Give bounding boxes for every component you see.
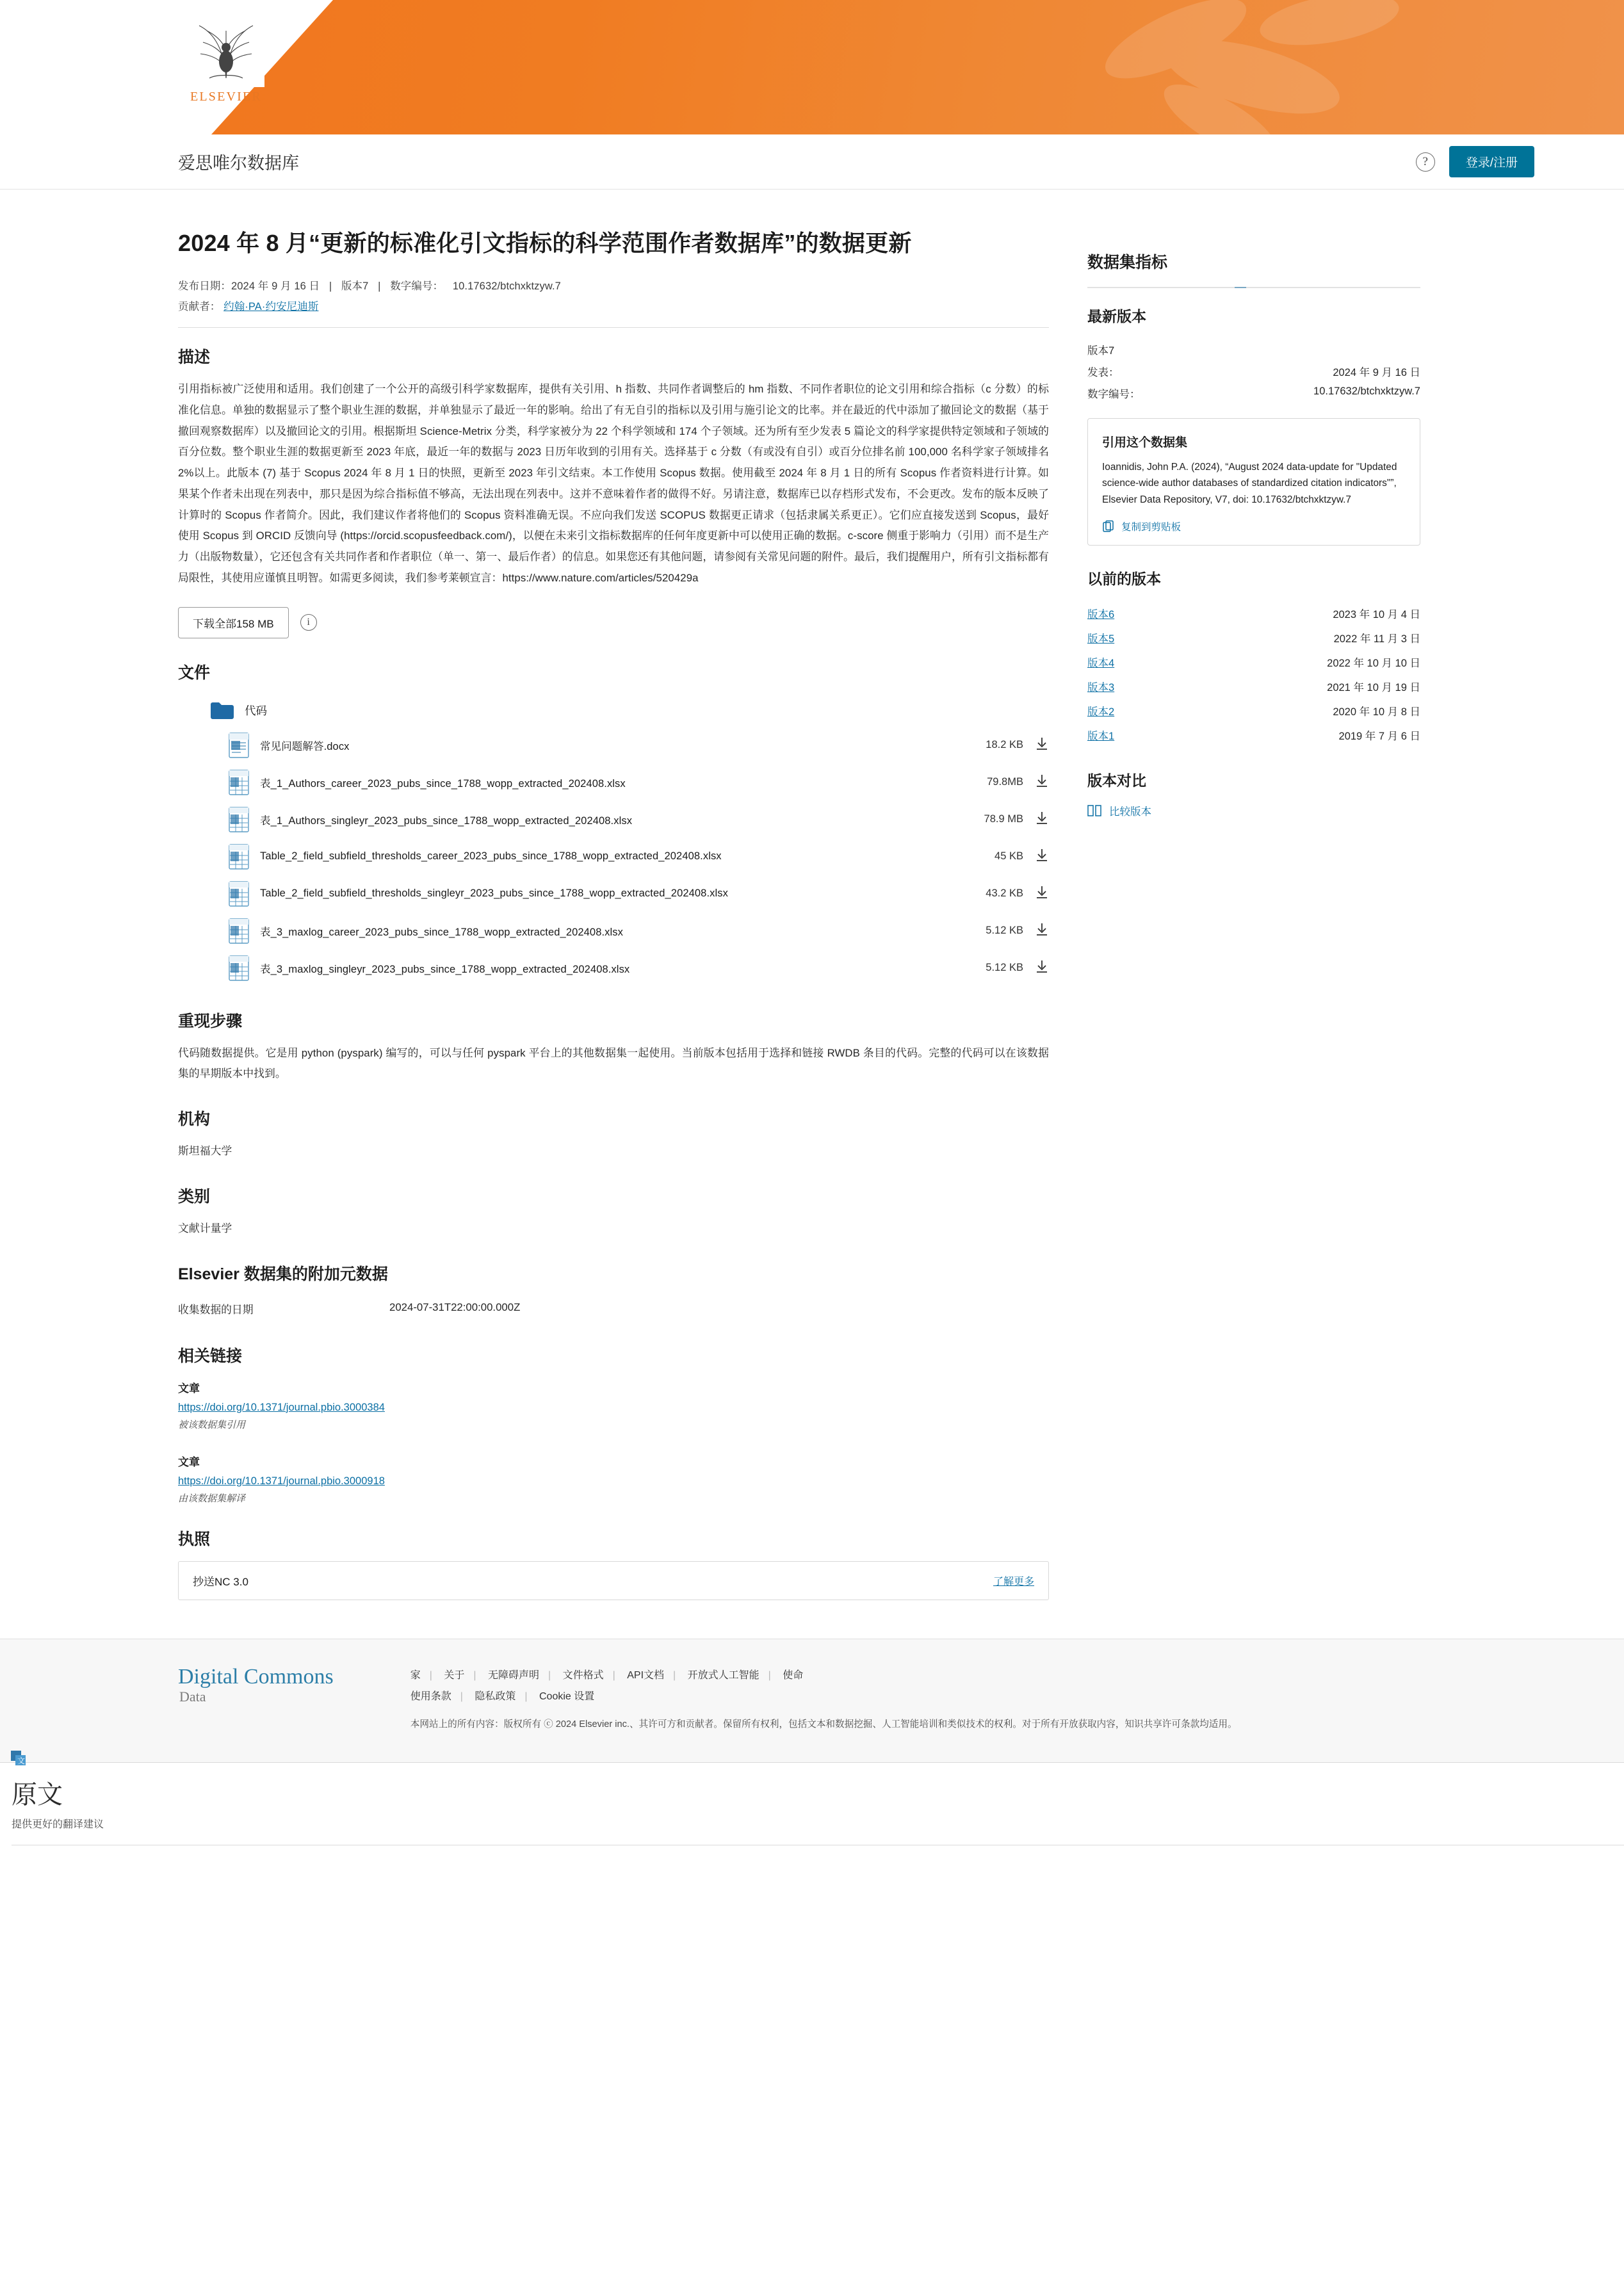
footer-link-privacy[interactable]: 隐私政策 [475,1691,516,1703]
list-item[interactable] [178,875,1049,912]
footer-logo-main: Digital Commons [178,1664,334,1689]
xls-file-icon [228,807,250,832]
page-title: 2024 年 8 月“更新的标准化引文指标的科学范围作者数据库”的数据更新 [178,230,912,256]
version-date: 2022 年 11 月 3 日 [1333,633,1420,645]
footer-logo [178,1665,334,1733]
footer-links-row-2: 使用条款 | 隐私政策 | Cookie 设置 [410,1691,595,1703]
translate-icon[interactable] [10,1750,27,1767]
footer-link-about[interactable]: 关于 [444,1669,465,1681]
license-box [178,1561,1049,1600]
license-name: 抄送NC 3.0 [193,1575,248,1588]
file-name: 表_3_maxlog_singleyr_2023_pubs_since_1788_wopp_extracted_202408.xlsx [260,963,630,975]
footer-links-area [410,1665,1237,1733]
footer-link-file-formats[interactable]: 文件格式 [562,1669,604,1681]
list-item[interactable] [178,912,1049,950]
footer-link-accessibility[interactable]: 无障碍声明 [487,1669,539,1681]
description-text: 引用指标被广泛使用和适用。我们创建了一个公开的高级引科学家数据库，提供有关引用、h 指数、共同作者调整后的 hm 指数、不同作者职位的论文引用和综合指标（c 分数）的标准化信息。单独的数据显示了整个职业生涯的数据，并单独显示了最近一年的影响。给出了有无自引的指标以及引用与施引论文的比率。并在最近的代中添加了撤回论文的数据（基于撤回观察数据库）以及撤回论文的引用。根据斯坦 Science-Metrix 分类，科学家被分为 22 个科学领域和 174 个子领域。还为所有至少发表 5 篇论文的科学家提供特定领域和子领域的百分位数。整个职业生涯的数据更新至 2023 年底，最近一年的数据与 2023 日历年收到的引用有关。选择基于 c 分数（有或没有自引）或百分位排名前 100,000 名科学家子领域排名2%以上。此版本 (7) 基于 Scopus 2024 年 8 月 1 日的快照，更新至 2023 年引文结束。本工作使用 Scopus 数据。使用截至 2024 年 8 月 1 日的所有 Scopus 作者资料进行计算。如果某个作者未出现在列表中，那只是因为综合指标值不够高，无法出现在列表中。这并不意味着作者的做得不好。另请注意，数据库已以存档形式发布，不会更改。发布的版本反映了计算时的 Scopus 作者简介。因此，我们建议作者将他们的 Scopus 资料准确无误。不应向我们发送 SCOPUS 数据更正请求（包括隶属关系更正）。它们应直接发送到 Scopus，最好使用 Scopus 到 ORCID 反馈向导 (https://orcid.scopusfeedback.com/)，以便在未来引文指标数据库的任何年度更新中可以使用正确的数据。c-score 侧重于影响力（引用）而不是生产力（出版物数量），它还包含有关共同作者和作者职位（单一、第一、最后作者）的信息。如果您还有其他问题，请参阅有关常见问题的附件。最后，我们提醒用户，所有引文指标都有局限性，其使用应谨慎且明智。如需更多阅读，我们参考莱顿宣言：https://www.nature.com/articles/520429a [178,383,1049,584]
version-date: 2022 年 10 月 10 日 [1327,658,1420,670]
category-heading: 类别 [178,1187,211,1206]
content-area [0,190,1624,1600]
download-all-button[interactable]: 下载全部158 MB [178,607,289,638]
file-size: 5.12 KB [986,925,1023,937]
description-heading: 描述 [178,348,211,367]
latest-published-value: 2024 年 9 月 16 日 [1333,367,1420,378]
file-name: Table_2_field_subfield_thresholds_singleyr_2023_pubs_since_1788_wopp_extracted_202408.xlsx [260,887,728,900]
latest-version-heading: 最新版本 [1087,308,1146,325]
file-list [178,727,1049,987]
file-size: 5.12 KB [986,962,1023,974]
latest-doi-key: 数字编号： [1087,389,1141,400]
version-link[interactable]: 版本3 [1087,682,1115,694]
version-date: 2023 年 10 月 4 日 [1333,609,1420,621]
xls-file-icon [228,881,250,907]
folder-icon [210,701,234,720]
footer-link-mission[interactable]: 使命 [783,1669,804,1681]
list-item[interactable] [1087,723,1420,747]
list-item[interactable] [1087,601,1420,626]
contributor-link[interactable]: 约翰·PA·约安尼迪斯 [223,301,319,313]
folder-name: 代码 [245,704,267,718]
main-column [178,215,1049,1600]
license-learn-more-link[interactable]: 了解更多 [993,1576,1034,1587]
compare-label: 比较版本 [1109,806,1151,818]
version-link[interactable]: 版本1 [1087,731,1115,743]
footer-legal-text: 本网站上的所有内容：版权所有 ⓒ 2024 Elsevier inc.、其许可方和贡献者。保留所有权利，包括文本和数据挖掘、人工智能培训和类似技术的权利。对于所有开放获取内容，知识共享许可条款均适用。 [410,1719,1237,1730]
metadata-key: 收集数据的日期 [178,1303,254,1316]
folder-row[interactable] [178,695,1049,727]
external-link[interactable]: https://doi.org/10.1371/journal.pbio.3000384 [178,1401,385,1413]
list-item[interactable] [178,801,1049,838]
link-note: 被该数据集引用 [178,1419,246,1430]
login-register-button[interactable]: 登录/注册 [1449,146,1534,177]
steps-heading: 重现步骤 [178,1012,243,1030]
clipboard-icon [1102,520,1115,533]
related-link-item [178,1379,1049,1431]
site-title: 爱思唯尔数据库 [178,154,299,173]
download-icon[interactable] [1023,959,1049,976]
list-item[interactable] [178,838,1049,875]
leaf-decoration-icon [1060,0,1419,134]
site-footer [0,1639,1624,1766]
xls-file-icon [228,844,250,870]
footer-link-terms[interactable]: 使用条款 [410,1691,451,1703]
latest-published-key: 发表： [1087,367,1119,378]
version-date: 2019 年 7 月 6 日 [1338,731,1420,743]
published-label: 发布日期： [178,280,231,293]
metadata-value: 2024-07-31T22:00:00.000Z [389,1300,521,1313]
elsevier-logo[interactable] [178,12,274,124]
top-banner [0,0,1624,134]
download-icon[interactable] [1023,922,1049,939]
site-header [0,134,1624,190]
cite-dataset-box [1087,418,1420,546]
download-icon[interactable] [1023,848,1049,865]
institution-value: 斯坦福大学 [178,1145,232,1158]
copy-to-clipboard-button[interactable] [1102,519,1406,533]
file-size: 45 KB [995,850,1023,863]
file-size: 18.2 KB [986,739,1023,751]
previous-versions-heading: 以前的版本 [1087,571,1161,588]
list-item[interactable] [1087,650,1420,674]
table-row [178,1296,1049,1322]
file-name: 表_1_Authors_singleyr_2023_pubs_since_1788_wopp_extracted_202408.xlsx [260,814,633,827]
doc-file-icon [228,733,250,758]
institution-heading: 机构 [178,1110,211,1129]
publication-meta: 发布日期：2024 年 9 月 16 日 | 版本7 | 数字编号： 10.17632/btchxktzyw.7 [178,280,561,293]
info-icon[interactable]: i [300,614,317,631]
file-name: 表_3_maxlog_career_2023_pubs_since_1788_wopp_extracted_202408.xlsx [260,926,623,938]
list-item[interactable] [178,764,1049,801]
version-link[interactable]: 版本5 [1087,633,1115,645]
list-item[interactable] [1087,674,1420,699]
external-link[interactable]: https://doi.org/10.1371/journal.pbio.3000918 [178,1475,385,1487]
translate-subtitle[interactable]: 提供更好的翻译建议 [12,1819,104,1831]
doi-label: 数字编号： [390,280,444,293]
doi-value: 10.17632/btchxktzyw.7 [452,280,561,293]
steps-text: 代码随数据提供。它是用 python (pyspark) 编写的，可以与任何 pyspark 平台上的其他数据集一起使用。当前版本包括用于选择和链接 RWDB 条目的代码。完整的代码可以在该数据集的早期版本中找到。 [178,1046,1049,1080]
translate-bar [0,1756,1624,1862]
related-links-heading: 相关链接 [178,1347,243,1365]
footer-logo-sub: Data [179,1689,206,1705]
file-size: 79.8MB [987,776,1023,788]
published-value: 2024 年 9 月 16 日 [231,280,320,293]
list-item[interactable] [1087,699,1420,723]
metrics-divider [1087,287,1420,288]
compare-versions-button[interactable] [1087,803,1420,818]
file-name: 表_1_Authors_career_2023_pubs_since_1788_wopp_extracted_202408.xlsx [260,777,626,790]
link-kind: 文章 [178,1382,200,1395]
latest-version-number: 版本7 [1087,345,1115,357]
version-link[interactable]: 版本2 [1087,706,1115,718]
footer-link-home[interactable]: 家 [410,1669,421,1681]
contributor-label: 贡献者： [178,301,221,313]
footer-links-row-1: 家 | 关于 | 无障碍声明 | 文件格式 | API文档 | 开放式人工智能 | 使命 [410,1669,804,1681]
svg-text:文: 文 [17,1756,26,1766]
latest-doi-row [1087,382,1420,404]
file-size: 78.9 MB [984,813,1023,825]
footer-link-cookie-settings[interactable]: Cookie 设置 [539,1691,595,1703]
copy-label: 复制到剪贴板 [1121,522,1181,533]
download-icon[interactable] [1023,736,1049,754]
version-link[interactable]: 版本4 [1087,658,1115,670]
license-heading: 执照 [178,1530,211,1548]
download-icon[interactable] [1023,885,1049,902]
header-actions [1416,146,1534,177]
file-size: 43.2 KB [986,887,1023,900]
download-icon[interactable] [1023,811,1049,828]
related-link-item [178,1453,1049,1505]
contributor-meta [178,298,1049,313]
cite-heading: 引用这个数据集 [1102,436,1188,450]
download-icon[interactable] [1023,774,1049,791]
compare-icon [1087,804,1101,817]
list-item[interactable] [1087,626,1420,650]
footer-link-api-docs[interactable]: API文档 [627,1669,665,1681]
dataset-metrics-heading: 数据集指标 [1087,254,1168,271]
file-name: Table_2_field_subfield_thresholds_career_2023_pubs_since_1788_wopp_extracted_202408.xlsx [260,850,722,863]
help-icon[interactable]: ? [1416,152,1435,172]
translate-title: 原文 [12,1781,63,1810]
sidebar [1087,215,1420,1600]
list-item[interactable] [178,950,1049,987]
version-link[interactable]: 版本6 [1087,609,1115,621]
elsevier-tree-icon [178,12,274,87]
previous-versions-list [1087,601,1420,747]
category-value: 文献计量学 [178,1222,232,1235]
extra-metadata-heading: Elsevier 数据集的附加元数据 [178,1265,388,1283]
citation-text: Ioannidis, John P.A. (2024), “August 2024 data-update for "Updated science-wide author databases of standardized citation indicators"”, Elsevier Data Repository, V7, doi: 10.17632/btchxktzyw.7 [1102,462,1397,505]
link-note: 由该数据集解译 [178,1493,246,1504]
version-date: 2020 年 10 月 8 日 [1333,706,1420,718]
footer-link-open-ai[interactable]: 开放式人工智能 [687,1669,759,1681]
elsevier-wordmark: ELSEVIER [190,90,263,104]
latest-published-row [1087,361,1420,382]
version-label: 版本7 [341,280,369,293]
xls-file-icon [228,770,250,795]
compare-versions-heading: 版本对比 [1087,772,1146,790]
file-name: 常见问题解答.docx [260,740,350,752]
files-heading: 文件 [178,663,211,682]
xls-file-icon [228,918,250,944]
link-kind: 文章 [178,1455,200,1468]
divider [178,327,1049,328]
download-all-row [178,607,1049,638]
xls-file-icon [228,955,250,981]
version-date: 2021 年 10 月 19 日 [1327,682,1420,694]
extra-metadata-table [178,1296,1049,1322]
latest-doi-value: 10.17632/btchxktzyw.7 [1313,385,1420,397]
list-item[interactable] [178,727,1049,764]
